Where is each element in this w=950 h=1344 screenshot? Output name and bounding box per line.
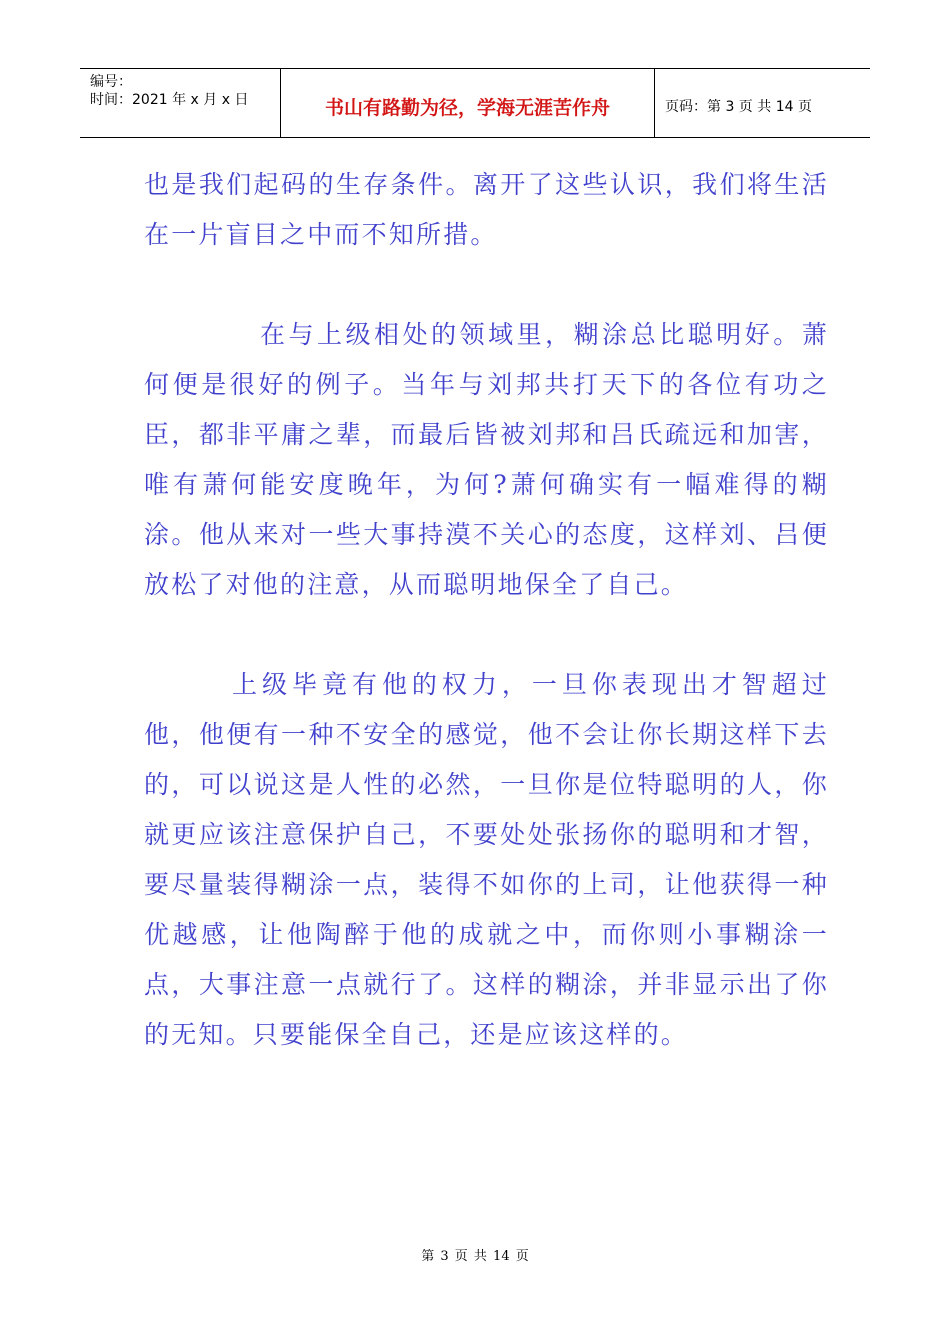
document-date: 时间：2021 年 x 月 x 日 [90,92,249,108]
header-motto: 书山有路勤为径，学海无涯苦作舟 [281,69,655,137]
paragraph-2: 在与上级相处的领域里，糊涂总比聪明好。萧何便是很好的例子。当年与刘邦共打天下的各位有功之臣，都非平庸之辈，而最后皆被刘邦和吕氏疏远和加害，唯有萧何能安度晚年，为何?萧何确实有一幅难得的糊涂。他从来对一些大事持漠不关心的态度，这样刘、吕便放松了对他的注意，从而聪明地保全了自己。 [144,320,829,599]
document-number-label: 编号： [90,74,132,90]
document-body [144,160,829,1060]
paragraph-3: 上级毕竟有他的权力，一旦你表现出才智超过他，他便有一种不安全的感觉，他不会让你长期这样下去的，可以说这是人性的必然，一旦你是位特聪明的人，你就更应该注意保护自己，不要处处张扬你的聪明和才智，要尽量装得糊涂一点，装得不如你的上司，让他获得一种优越感，让他陶醉于他的成就之中，而你则小事糊涂一点，大事注意一点就行了。这样的糊涂，并非显示出了你的无知。只要能保全自己，还是应该这样的。 [144,670,829,1049]
header-page-info: 页码：第 3 页 共 14 页 [665,99,812,115]
page-header [80,68,870,138]
page-footer: 第 3 页 共 14 页 [421,1249,529,1264]
header-meta [80,69,281,137]
paragraph-1: 也是我们起码的生存条件。离开了这些认识，我们将生活在一片盲目之中而不知所措。 [144,170,829,249]
